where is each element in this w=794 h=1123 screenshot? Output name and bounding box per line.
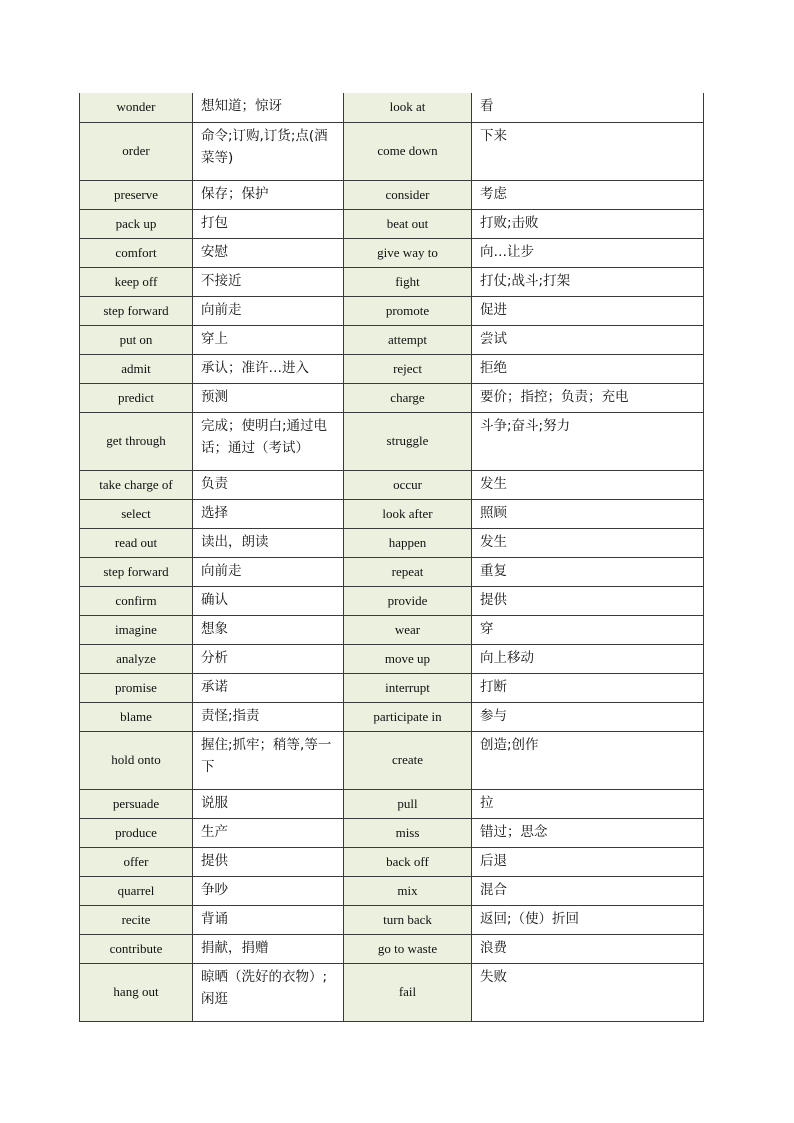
- table-row: [80, 470, 704, 499]
- english-term: admit: [80, 354, 193, 383]
- english-term: pack up: [80, 209, 193, 238]
- english-term: provide: [344, 586, 472, 615]
- chinese-meaning: 不接近: [193, 267, 344, 296]
- table-row: [80, 528, 704, 557]
- chinese-meaning: 承诺: [193, 673, 344, 702]
- english-term: put on: [80, 325, 193, 354]
- english-term: step forward: [80, 296, 193, 325]
- english-term: recite: [80, 905, 193, 934]
- english-term: happen: [344, 528, 472, 557]
- english-term: struggle: [344, 412, 472, 470]
- english-term: comfort: [80, 238, 193, 267]
- chinese-meaning: 命令;订购,订货;点(酒菜等): [193, 122, 344, 180]
- chinese-meaning: 打包: [193, 209, 344, 238]
- english-term: wonder: [80, 93, 193, 122]
- english-term: charge: [344, 383, 472, 412]
- chinese-meaning: 争吵: [193, 876, 344, 905]
- table-row: [80, 789, 704, 818]
- english-term: fail: [344, 963, 472, 1021]
- table-row: [80, 325, 704, 354]
- english-term: consider: [344, 180, 472, 209]
- table-row: [80, 267, 704, 296]
- chinese-meaning: 穿上: [193, 325, 344, 354]
- chinese-meaning: 打败;击败: [472, 209, 704, 238]
- chinese-meaning: 分析: [193, 644, 344, 673]
- table-row: [80, 905, 704, 934]
- english-term: turn back: [344, 905, 472, 934]
- chinese-meaning: 想知道；惊讶: [193, 93, 344, 122]
- chinese-meaning: 返回;（使）折回: [472, 905, 704, 934]
- english-term: move up: [344, 644, 472, 673]
- table-row: [80, 180, 704, 209]
- chinese-meaning: 看: [472, 93, 704, 122]
- english-term: get through: [80, 412, 193, 470]
- english-term: keep off: [80, 267, 193, 296]
- english-term: blame: [80, 702, 193, 731]
- english-term: step forward: [80, 557, 193, 586]
- table-row: [80, 209, 704, 238]
- chinese-meaning: 穿: [472, 615, 704, 644]
- chinese-meaning: 浪费: [472, 934, 704, 963]
- chinese-meaning: 促进: [472, 296, 704, 325]
- chinese-meaning: 读出，朗读: [193, 528, 344, 557]
- english-term: look at: [344, 93, 472, 122]
- english-term: attempt: [344, 325, 472, 354]
- english-term: repeat: [344, 557, 472, 586]
- chinese-meaning: 责怪;指责: [193, 702, 344, 731]
- english-term: offer: [80, 847, 193, 876]
- chinese-meaning: 斗争;奋斗;努力: [472, 412, 704, 470]
- table-row: [80, 354, 704, 383]
- table-row: [80, 615, 704, 644]
- chinese-meaning: 确认: [193, 586, 344, 615]
- chinese-meaning: 背诵: [193, 905, 344, 934]
- chinese-meaning: 发生: [472, 470, 704, 499]
- chinese-meaning: 向…让步: [472, 238, 704, 267]
- table-row: [80, 557, 704, 586]
- table-row: [80, 238, 704, 267]
- english-term: reject: [344, 354, 472, 383]
- chinese-meaning: 重复: [472, 557, 704, 586]
- english-term: persuade: [80, 789, 193, 818]
- table-row: [80, 818, 704, 847]
- table-row: [80, 934, 704, 963]
- english-term: order: [80, 122, 193, 180]
- chinese-meaning: 完成；使明白;通过电话；通过（考试）: [193, 412, 344, 470]
- english-term: back off: [344, 847, 472, 876]
- english-term: promote: [344, 296, 472, 325]
- english-term: create: [344, 731, 472, 789]
- table-row: [80, 296, 704, 325]
- chinese-meaning: 后退: [472, 847, 704, 876]
- english-term: select: [80, 499, 193, 528]
- english-term: hang out: [80, 963, 193, 1021]
- table-row: [80, 586, 704, 615]
- table-row: [80, 702, 704, 731]
- table-row: [80, 847, 704, 876]
- chinese-meaning: 提供: [472, 586, 704, 615]
- table-row: [80, 383, 704, 412]
- chinese-meaning: 生产: [193, 818, 344, 847]
- vocabulary-table: [79, 93, 704, 1022]
- chinese-meaning: 混合: [472, 876, 704, 905]
- english-term: wear: [344, 615, 472, 644]
- chinese-meaning: 照顾: [472, 499, 704, 528]
- english-term: come down: [344, 122, 472, 180]
- table-row: [80, 122, 704, 180]
- table-row: [80, 673, 704, 702]
- chinese-meaning: 负责: [193, 470, 344, 499]
- chinese-meaning: 想象: [193, 615, 344, 644]
- chinese-meaning: 提供: [193, 847, 344, 876]
- english-term: promise: [80, 673, 193, 702]
- chinese-meaning: 创造;创作: [472, 731, 704, 789]
- english-term: look after: [344, 499, 472, 528]
- chinese-meaning: 参与: [472, 702, 704, 731]
- chinese-meaning: 错过；思念: [472, 818, 704, 847]
- chinese-meaning: 晾晒（洗好的衣物）;闲逛: [193, 963, 344, 1021]
- english-term: hold onto: [80, 731, 193, 789]
- chinese-meaning: 拉: [472, 789, 704, 818]
- chinese-meaning: 向前走: [193, 296, 344, 325]
- chinese-meaning: 打仗;战斗;打架: [472, 267, 704, 296]
- chinese-meaning: 握住;抓牢；稍等,等一下: [193, 731, 344, 789]
- chinese-meaning: 要价；指控；负责；充电: [472, 383, 704, 412]
- chinese-meaning: 承认；准许…进入: [193, 354, 344, 383]
- table-row: [80, 93, 704, 122]
- english-term: miss: [344, 818, 472, 847]
- english-term: predict: [80, 383, 193, 412]
- english-term: produce: [80, 818, 193, 847]
- chinese-meaning: 打断: [472, 673, 704, 702]
- table-row: [80, 412, 704, 470]
- chinese-meaning: 考虑: [472, 180, 704, 209]
- chinese-meaning: 捐献，捐赠: [193, 934, 344, 963]
- english-term: pull: [344, 789, 472, 818]
- english-term: beat out: [344, 209, 472, 238]
- english-term: contribute: [80, 934, 193, 963]
- chinese-meaning: 保存；保护: [193, 180, 344, 209]
- chinese-meaning: 安慰: [193, 238, 344, 267]
- english-term: imagine: [80, 615, 193, 644]
- chinese-meaning: 拒绝: [472, 354, 704, 383]
- english-term: analyze: [80, 644, 193, 673]
- chinese-meaning: 尝试: [472, 325, 704, 354]
- chinese-meaning: 选择: [193, 499, 344, 528]
- english-term: take charge of: [80, 470, 193, 499]
- english-term: participate in: [344, 702, 472, 731]
- english-term: quarrel: [80, 876, 193, 905]
- english-term: preserve: [80, 180, 193, 209]
- table-row: [80, 499, 704, 528]
- chinese-meaning: 下来: [472, 122, 704, 180]
- english-term: give way to: [344, 238, 472, 267]
- english-term: read out: [80, 528, 193, 557]
- chinese-meaning: 说服: [193, 789, 344, 818]
- english-term: interrupt: [344, 673, 472, 702]
- table-row: [80, 644, 704, 673]
- english-term: occur: [344, 470, 472, 499]
- english-term: fight: [344, 267, 472, 296]
- chinese-meaning: 失败: [472, 963, 704, 1021]
- table-row: [80, 731, 704, 789]
- table-row: [80, 876, 704, 905]
- english-term: mix: [344, 876, 472, 905]
- chinese-meaning: 预测: [193, 383, 344, 412]
- chinese-meaning: 向前走: [193, 557, 344, 586]
- english-term: confirm: [80, 586, 193, 615]
- english-term: go to waste: [344, 934, 472, 963]
- chinese-meaning: 发生: [472, 528, 704, 557]
- table-row: [80, 963, 704, 1021]
- chinese-meaning: 向上移动: [472, 644, 704, 673]
